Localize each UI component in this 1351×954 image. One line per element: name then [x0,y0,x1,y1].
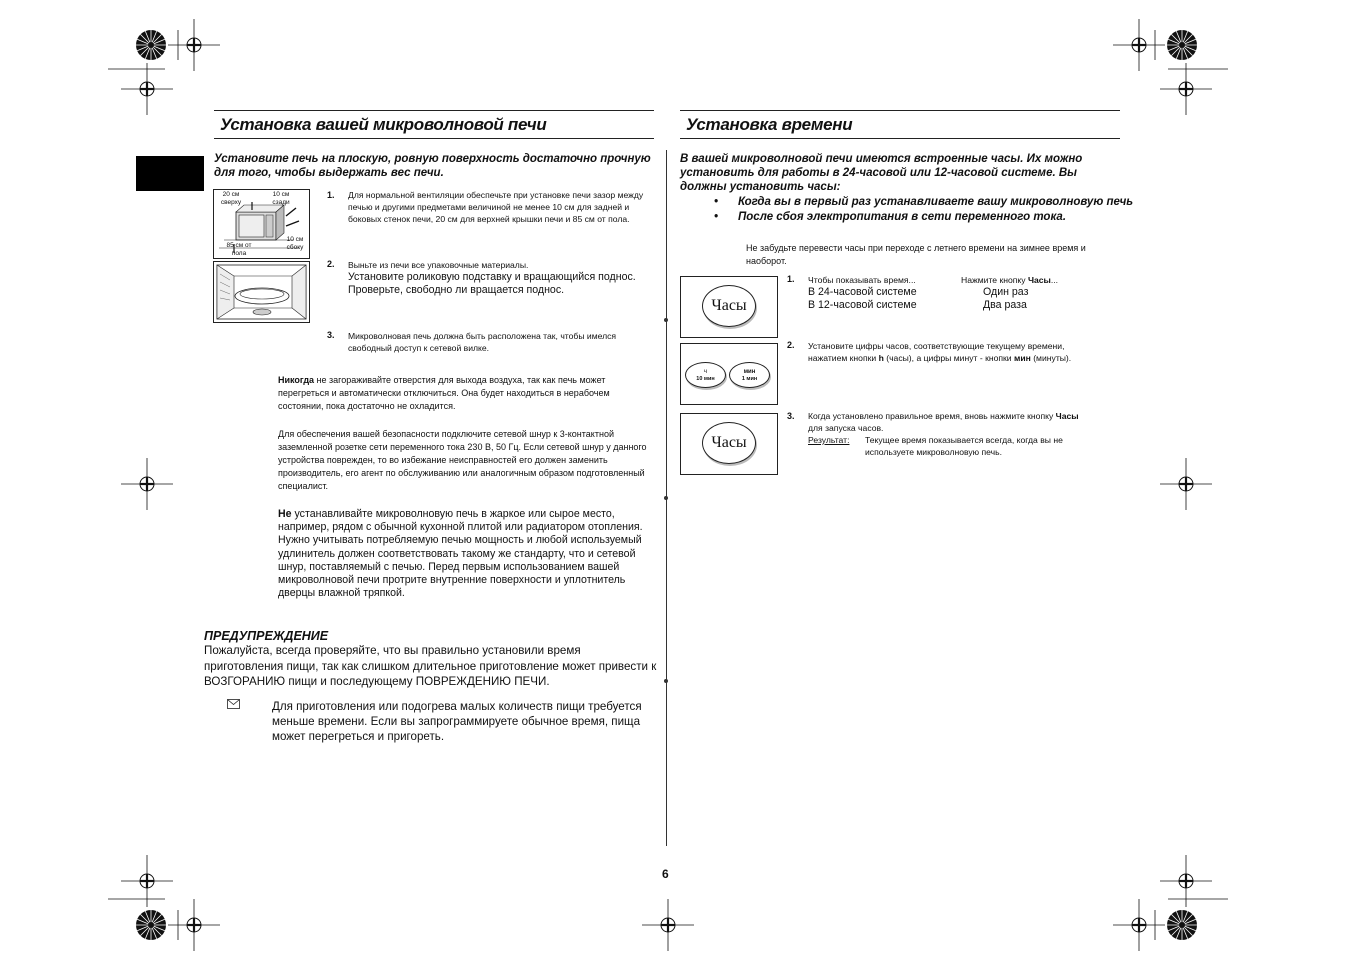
bullet-item: Когда вы в первый раз устанавливаете вашу микроволновую печь [738,196,1134,208]
step1-press-12: Два раза [983,299,1027,311]
hour-button[interactable] [685,362,726,388]
turntable-diagram [213,261,310,323]
left-step-2-subtext: Установите роликовую подставку и вращающийся поднос. Проверьте, свободно ли вращается поднос. [348,271,636,296]
minute-button-sublabel: 1 мин [741,375,758,382]
step2-text-c: (часы), а цифры минут - кнопки [883,353,1014,363]
dont-install-block [278,508,658,600]
step3-line2: для запуска часов. [808,423,884,433]
step2-min-key: мин [1013,353,1031,363]
minute-button-label: мин [743,368,756,375]
step2-text-a: нажатием кнопки [808,353,879,363]
bullet-marker: • [714,211,719,223]
page-number: 6 [662,867,669,881]
left-step-3-text: Микроволновая печь должна быть расположена так, чтобы имелся свободный доступ к сетевой вилке. [348,331,617,353]
right-step-2-number: 2. [787,340,795,350]
step2-hour-key: h [878,353,884,363]
step3-text-a: Когда установлено правильное время, вновь нажмите кнопку [808,411,1056,421]
section-tab [136,156,204,191]
clock-button-box-2 [680,413,778,475]
bullet-marker: • [714,196,719,208]
result-text: Текущее время показывается всегда, когда вы не используете микроволновую печь. [865,435,1063,457]
clock-button[interactable]: Часы [702,285,756,327]
left-title-rule-top [214,110,654,111]
hour-minute-buttons-box [680,343,778,405]
divider-dot [664,679,668,683]
step2-line1: Установите цифры часов, соответствующие текущему времени, [808,341,1065,351]
clearance-diagram [213,189,310,259]
left-step-3-number: 3. [327,330,335,340]
never-text: не загораживайте отверстия для выхода воздуха, так как печь может перегреться и автоматически отключиться. Она будет находиться в нерабочем состоянии, пока достаточно не охладится. [278,375,610,411]
step2-text-e: (минуты). [1030,353,1072,363]
warning-text: Пожалуйста, всегда проверяйте, что вы правильно установили время приготовления пищи, так как слишком длительное приготовление может привести к ВОЗГОРАНИЮ пищи и последующему ПОВРЕЖДЕНИЮ ПЕЧИ. [204,644,657,689]
step1-right-head-bold: Часы [1027,275,1051,285]
minute-button[interactable] [729,362,770,388]
step1-mode-12: В 12-часовой системе [808,299,917,311]
note-text: Для приготовления или подогрева малых количеств пищи требуется меньше времени. Если вы запрограммируете обычное время, пища может перегреться и пригореть. [272,700,642,743]
left-step-1-text: Для нормальной вентиляции обеспечьте при установке печи зазор между печью и другими предметами величиной не менее 10 см для задней и боковых стенок печи, 20 см для верхней крышки печи и 85 см от пола. [348,190,644,224]
never-block-warning [278,374,654,413]
step1-press-24: Один раз [983,286,1029,298]
left-step-2-number: 2. [327,259,335,269]
safety-text: Для обеспечения вашей безопасности подключите сетевой шнур к 3-контактной заземленной розетке сети переменного тока 230 В, 50 Гц. Если сетевой шнур у данного устройства поврежден, то во избежание неисправностей его должен заменить производитель, его агент по обслуживанию или аналогичным образом подготовленный специалист. [278,429,647,491]
step2-line2 [808,352,1128,364]
right-step-3-number: 3. [787,411,795,421]
right-step-1-number: 1. [787,274,795,284]
left-step-2-text: Выньте из печи все упаковочные материалы. [348,260,529,270]
label-floor-clearance: 85 см от пола [226,242,252,257]
divider-dot [664,496,668,500]
oven-interior-illustration [214,262,309,322]
hour-button-label: ч [703,368,708,375]
step3-line1 [808,410,1128,422]
dont-text: устанавливайте микроволновую печь в жаркое или сырое место, например, рядом с обычной кухонной плитой или радиатором отопления. Нужно учитывать потребляемую печью мощность и любой используемый удлинитель должен соответствовать такому же стандарту, что и сетевой шнур, поставляемый с печью. Перед первым использованием вашей микроволновой печи протрите внутренние поверхности и уплотнитель дверцы влажной тряпкой. [278,508,643,600]
label-top-clearance: 20 см сверху [220,191,242,206]
left-page-title: Установка вашей микроволновой печи [220,115,547,134]
left-lead-text: Установите печь на плоскую, ровную поверхность достаточно прочную для того, чтобы выдержать вес печи. [214,153,651,179]
dst-reminder: Не забудьте перевести часы при переходе с летнего времени на зимнее время и наоборот. [746,243,1086,266]
left-title-rule-bottom [214,138,654,139]
clock-button-2[interactable]: Часы [702,422,756,464]
envelope-note-icon [227,699,240,709]
step3-clock-key: Часы [1055,411,1079,421]
step1-mode-24: В 24-часовой системе [808,286,917,298]
step1-left-head: Чтобы показывать время... [808,275,916,285]
never-bold: Никогда [278,375,315,385]
right-title-rule-top [680,110,1120,111]
right-title-rule-bottom [680,138,1120,139]
bullet-item: После сбоя электропитания в сети переменного тока. [738,211,1067,223]
label-back-clearance: 10 см сзади [272,191,290,206]
clock-button-box [680,276,778,338]
warning-title: ПРЕДУПРЕЖДЕНИЕ [204,629,329,643]
divider-dot [664,318,668,322]
right-lead-text: В вашей микроволновой печи имеются встроенные часы. Их можно установить для работы в 24-часовой или 12-часовой системе. Вы должны установить часы: [680,153,1083,193]
label-side-clearance: 10 см сбоку [286,236,304,251]
result-label: Результат: [808,435,850,445]
right-page-title: Установка времени [686,115,853,134]
step1-right-head-post: ... [1050,275,1059,285]
step1-right-head-pre: Нажмите кнопку [961,275,1028,285]
dont-bold: Не [278,508,292,520]
left-step-1-number: 1. [327,190,335,200]
hour-button-sublabel: 10 мин [696,375,715,382]
step1-right-head [961,274,1058,286]
